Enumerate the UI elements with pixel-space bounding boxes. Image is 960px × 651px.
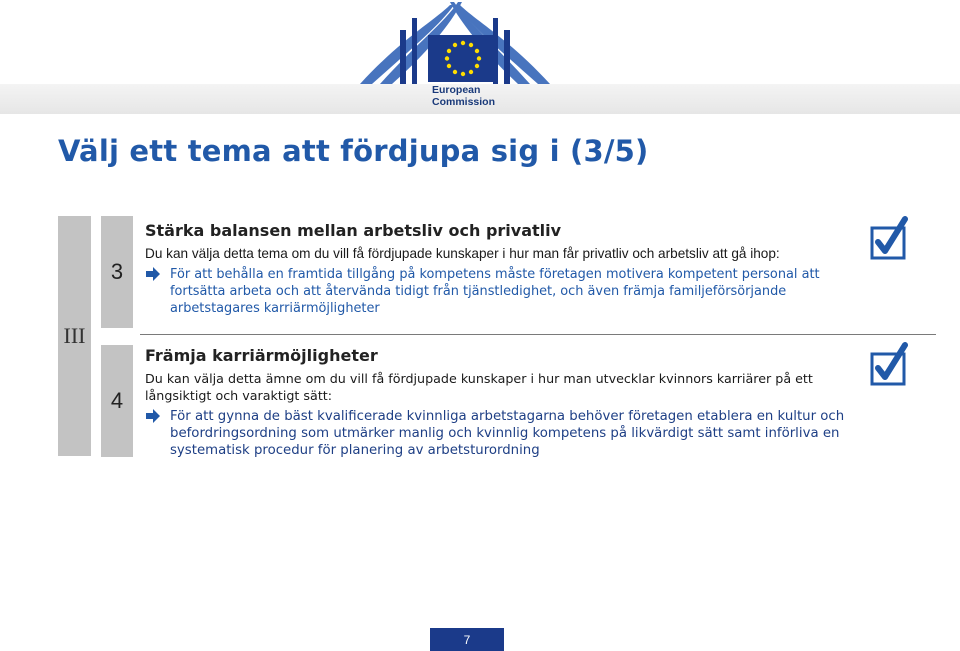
ec-logo-text xyxy=(432,84,512,108)
theme-intro: Du kan välja detta tema om du vill få fördjupade kunskaper i hur man får privatliv och arbetsliv att gå ihop: xyxy=(145,246,780,261)
checkbox-checked-icon[interactable] xyxy=(870,342,908,386)
theme-item-4 xyxy=(145,345,855,459)
slide-title: Välj ett tema att fördjupa sig i (3/5) xyxy=(58,134,649,168)
theme-bullet xyxy=(145,266,855,317)
theme-heading: Stärka balansen mellan arbetsliv och privatliv xyxy=(145,221,562,240)
item-number-3: 3 xyxy=(101,216,133,328)
theme-bullet xyxy=(145,408,855,459)
arrow-right-icon xyxy=(145,409,161,423)
theme-heading: Främja karriärmöjligheter xyxy=(145,346,378,365)
arrow-right-icon xyxy=(145,267,161,281)
page-number: 7 xyxy=(430,628,504,651)
logo-line-european: European xyxy=(432,84,481,96)
checkbox-checked-icon[interactable] xyxy=(870,216,908,260)
logo-line-commission: Commission xyxy=(432,96,496,108)
theme-bullet-text: För att gynna de bäst kvalificerade kvinnliga arbetstagarna behöver företagen etablera en kultur och befordringsordning som utmärker manlig och kvinnlig kompetens på likvärdigt sätt samt införliva en systematisk procedur för planering av arbetsturordning xyxy=(170,409,845,458)
section-divider xyxy=(140,334,936,335)
theme-intro: Du kan välja detta ämne om du vill få fördjupade kunskaper i hur man utvecklar kvinnors karriärer på ett långsiktigt och varaktigt sätt: xyxy=(145,371,813,403)
group-label: III xyxy=(58,216,91,456)
theme-item-3 xyxy=(145,220,855,317)
item-number-4: 4 xyxy=(101,345,133,457)
theme-bullet-text: För att behålla en framtida tillgång på kompetens måste företagen motivera kompetent personal att fortsätta arbeta och att återvända tidigt från tjänstledighet, och även främja familjeförsörjande arbetstagares karriärmöjligheter xyxy=(170,267,820,316)
